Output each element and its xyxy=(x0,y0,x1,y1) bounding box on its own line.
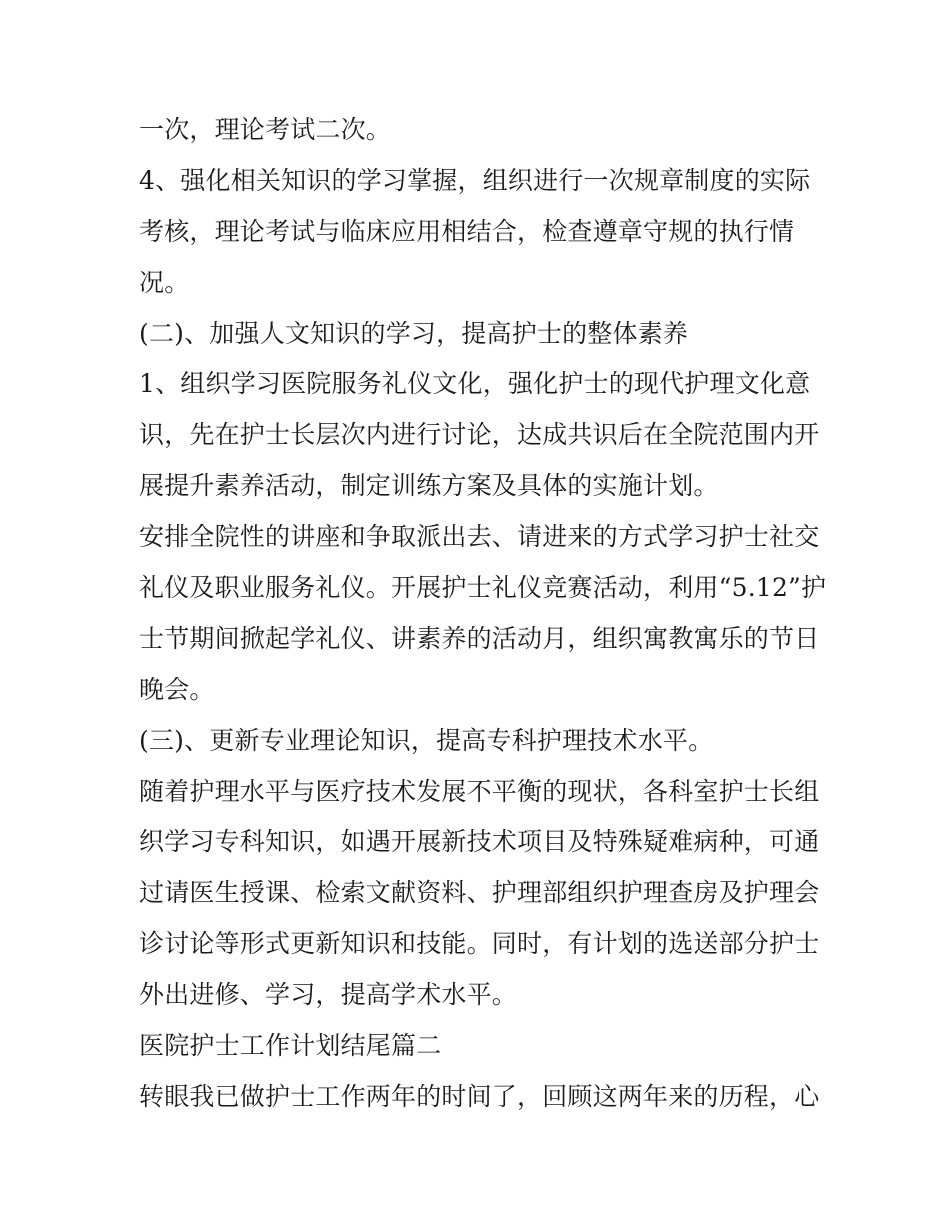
text-line: 4、强化相关知识的学习掌握，组织进行一次规章制度的实际 xyxy=(139,165,811,195)
text-line: 织学习专科知识，如遇开展新技术项目及特殊疑难病种，可通 xyxy=(139,827,820,857)
text-line: 转眼我已做护士工作两年的时间了，回顾这两年来的历程，心 xyxy=(139,1081,820,1111)
text-line: 外出进修、学习，提高学术水平。 xyxy=(139,980,518,1010)
text-line: 况。 xyxy=(139,267,190,297)
section-heading: (二)、加强人文知识的学习，提高护士的整体素养 xyxy=(139,318,689,348)
text-line: 诊讨论等形式更新知识和技能。同时，有计划的选送部分护士 xyxy=(139,929,820,959)
text-line: 士节期间掀起学礼仪、讲素养的活动月，组织寓教寓乐的节日 xyxy=(139,623,820,653)
text-line: 安排全院性的讲座和争取派出去、请进来的方式学习护士社交 xyxy=(139,522,820,552)
text-line: 礼仪及职业服务礼仪。开展护士礼仪竞赛活动，利用“5.12”护 xyxy=(139,573,827,603)
section-heading: (三)、更新专业理论知识，提高专科护理技术水平。 xyxy=(139,725,714,755)
document-body xyxy=(139,105,827,1123)
text-line: 识，先在护士长层次内进行讨论，达成共识后在全院范围内开 xyxy=(139,420,820,450)
text-line: 一次，理论考试二次。 xyxy=(139,115,392,144)
text-line: 1、组织学习医院服务礼仪文化，强化护士的现代护理文化意 xyxy=(139,369,811,399)
text-line: 随着护理水平与医疗技术发展不平衡的现状，各科室护士长组 xyxy=(139,776,820,806)
text-line: 过请医生授课、检索文献资料、护理部组织护理查房及护理会 xyxy=(139,878,820,908)
section-title: 医院护士工作计划结尾篇二 xyxy=(139,1031,442,1061)
text-line: 考核，理论考试与临床应用相结合，检查遵章守规的执行情 xyxy=(139,216,795,246)
text-line: 晚会。 xyxy=(139,674,215,704)
text-line: 展提升素养活动，制定训练方案及具体的实施计划。 xyxy=(139,471,719,501)
